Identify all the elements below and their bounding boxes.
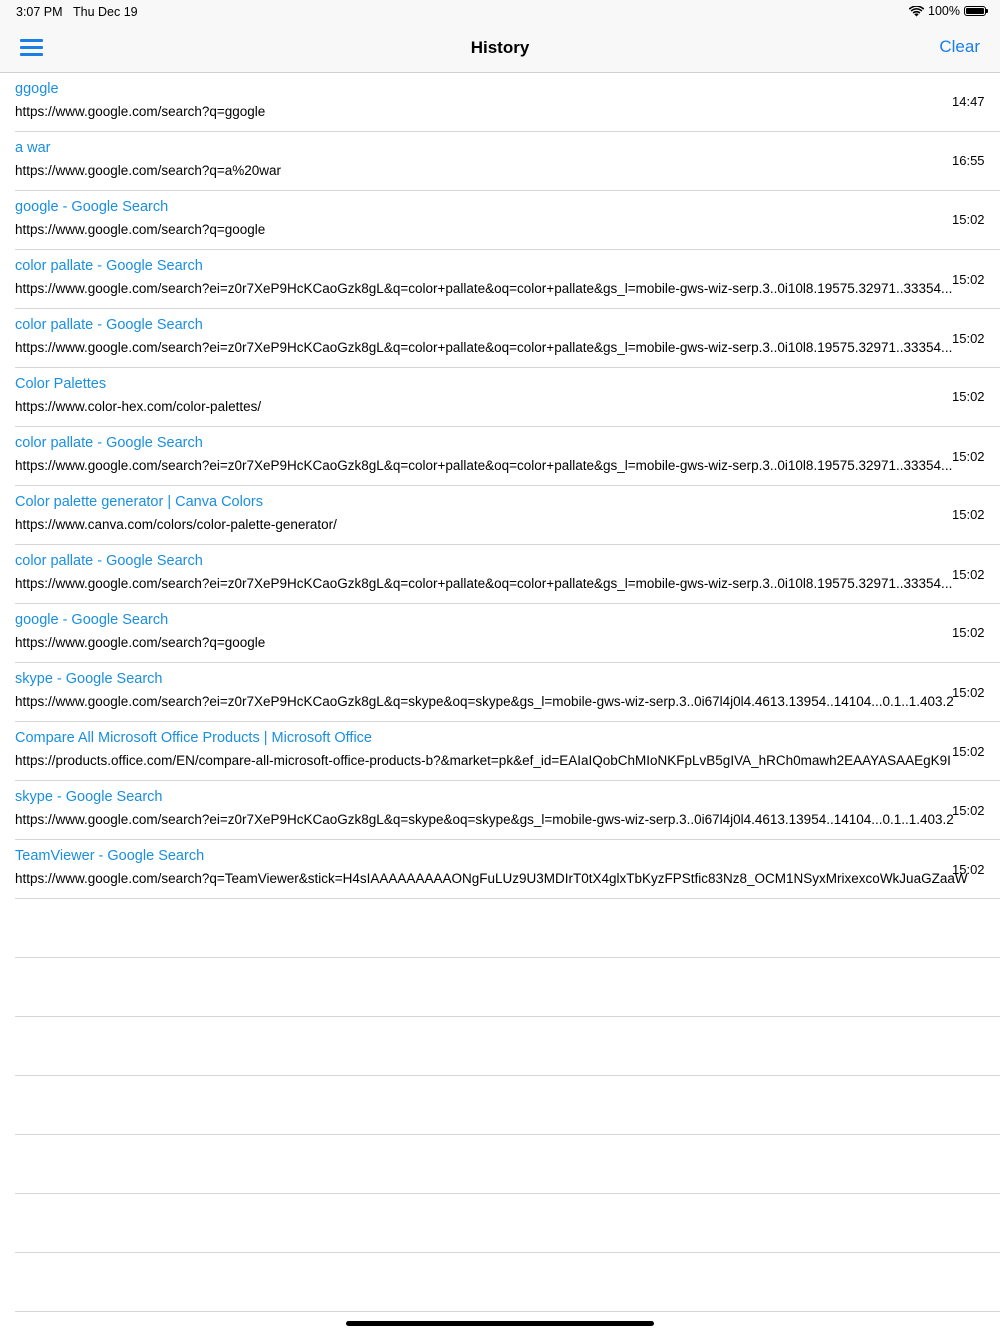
history-row[interactable] — [15, 545, 1000, 604]
history-item-time: 15:02 — [952, 272, 985, 287]
empty-table-row — [15, 899, 1000, 958]
history-item-time: 15:02 — [952, 449, 985, 464]
history-row[interactable] — [15, 132, 1000, 191]
history-item-time: 15:02 — [952, 685, 985, 700]
history-item-url: https://www.google.com/search?ei=z0r7XeP9HcKCaoGzk8gL&q=skype&oq=skype&gs_l=mobile-gws-wiz-serp.3..0i67l4j0l4.4613.13954..14104...0.1..1.403.2 — [15, 694, 954, 709]
history-item-title: Compare All Microsoft Office Products | Microsoft Office — [15, 730, 372, 746]
history-item-title: Color palette generator | Canva Colors — [15, 494, 263, 510]
history-item-title: TeamViewer - Google Search — [15, 848, 205, 864]
history-item-time: 15:02 — [952, 625, 985, 640]
wifi-icon — [909, 6, 924, 17]
history-item-title: skype - Google Search — [15, 671, 163, 687]
empty-table-row — [15, 958, 1000, 1017]
history-item-url: https://www.google.com/search?ei=z0r7XeP9HcKCaoGzk8gL&q=color+pallate&oq=color+pallate&gs_l=mobile-gws-wiz-serp.3..0i10l8.19575.32971..33354... — [15, 281, 953, 296]
empty-table-row — [15, 1135, 1000, 1194]
empty-table-row — [15, 1017, 1000, 1076]
history-item-title: ggogle — [15, 81, 59, 97]
history-item-url: https://www.google.com/search?ei=z0r7XeP9HcKCaoGzk8gL&q=color+pallate&oq=color+pallate&gs_l=mobile-gws-wiz-serp.3..0i10l8.19575.32971..33354... — [15, 576, 953, 591]
history-item-time: 15:02 — [952, 567, 985, 582]
history-item-title: google - Google Search — [15, 199, 169, 215]
history-item-title: skype - Google Search — [15, 789, 163, 805]
history-row[interactable] — [15, 840, 1000, 899]
history-item-url: https://www.google.com/search?q=TeamViewer&stick=H4sIAAAAAAAAAONgFuLUz9U3MDIrT0tX4glxTbKyzFPStfic83Nz8_OCM1NSyxMrixexcoWkJuaGZaaW — [15, 871, 968, 886]
history-row[interactable] — [15, 604, 1000, 663]
page-title: History — [470, 38, 530, 57]
navigation-bar — [0, 24, 1000, 73]
history-item-title: a war — [15, 140, 51, 156]
history-row[interactable] — [15, 250, 1000, 309]
history-item-url: https://www.canva.com/colors/color-palette-generator/ — [15, 517, 337, 532]
history-item-time: 15:02 — [952, 803, 985, 818]
empty-table-row — [15, 1194, 1000, 1253]
history-item-time: 15:02 — [952, 744, 985, 759]
history-item-title: color pallate - Google Search — [15, 435, 203, 451]
clear-button[interactable]: Clear — [939, 37, 980, 56]
history-row[interactable] — [15, 73, 1000, 132]
status-time: 3:07 PM — [16, 5, 63, 19]
history-item-time: 14:47 — [952, 94, 985, 109]
history-item-title: google - Google Search — [15, 612, 169, 628]
history-row[interactable] — [15, 722, 1000, 781]
history-item-time: 16:55 — [952, 153, 985, 168]
history-item-time: 15:02 — [952, 212, 985, 227]
history-item-title: color pallate - Google Search — [15, 317, 203, 333]
empty-table-row — [15, 1253, 1000, 1312]
history-row[interactable] — [15, 781, 1000, 840]
history-item-url: https://www.google.com/search?q=ggogle — [15, 104, 266, 119]
history-row[interactable] — [15, 191, 1000, 250]
history-item-url: https://www.google.com/search?ei=z0r7XeP9HcKCaoGzk8gL&q=skype&oq=skype&gs_l=mobile-gws-wiz-serp.3..0i67l4j0l4.4613.13954..14104...0.1..1.403.2 — [15, 812, 954, 827]
status-indicators — [909, 4, 986, 18]
history-row[interactable] — [15, 368, 1000, 427]
history-item-title: color pallate - Google Search — [15, 258, 203, 274]
history-item-url: https://www.google.com/search?q=a%20war — [15, 163, 282, 178]
history-item-url: https://www.google.com/search?ei=z0r7XeP9HcKCaoGzk8gL&q=color+pallate&oq=color+pallate&gs_l=mobile-gws-wiz-serp.3..0i10l8.19575.32971..33354... — [15, 458, 953, 473]
status-bar — [0, 0, 1000, 24]
history-row[interactable] — [15, 427, 1000, 486]
history-item-title: color pallate - Google Search — [15, 553, 203, 569]
battery-icon — [964, 6, 986, 16]
history-row[interactable] — [15, 663, 1000, 722]
history-row[interactable] — [15, 486, 1000, 545]
history-item-url: https://www.google.com/search?q=google — [15, 222, 266, 237]
status-date: Thu Dec 19 — [73, 5, 138, 19]
history-list — [0, 73, 1000, 1312]
history-item-time: 15:02 — [952, 331, 985, 346]
history-item-url: https://www.color-hex.com/color-palettes/ — [15, 399, 262, 414]
history-item-url: https://www.google.com/search?q=google — [15, 635, 266, 650]
home-indicator — [346, 1321, 654, 1326]
history-item-time: 15:02 — [952, 507, 985, 522]
history-item-url: https://www.google.com/search?ei=z0r7XeP9HcKCaoGzk8gL&q=color+pallate&oq=color+pallate&gs_l=mobile-gws-wiz-serp.3..0i10l8.19575.32971..33354... — [15, 340, 953, 355]
history-row[interactable] — [15, 309, 1000, 368]
battery-percent: 100% — [928, 4, 960, 18]
history-item-title: Color Palettes — [15, 376, 107, 392]
empty-table-row — [15, 1076, 1000, 1135]
history-item-time: 15:02 — [952, 389, 985, 404]
history-item-time: 15:02 — [952, 862, 985, 877]
history-item-url: https://products.office.com/EN/compare-all-microsoft-office-products-b?&market=pk&ef_id=EAIaIQobChMIoNKFpLvB5gIVA_hRCh0mawh2EAAYASAAEgK9I — [15, 753, 951, 768]
